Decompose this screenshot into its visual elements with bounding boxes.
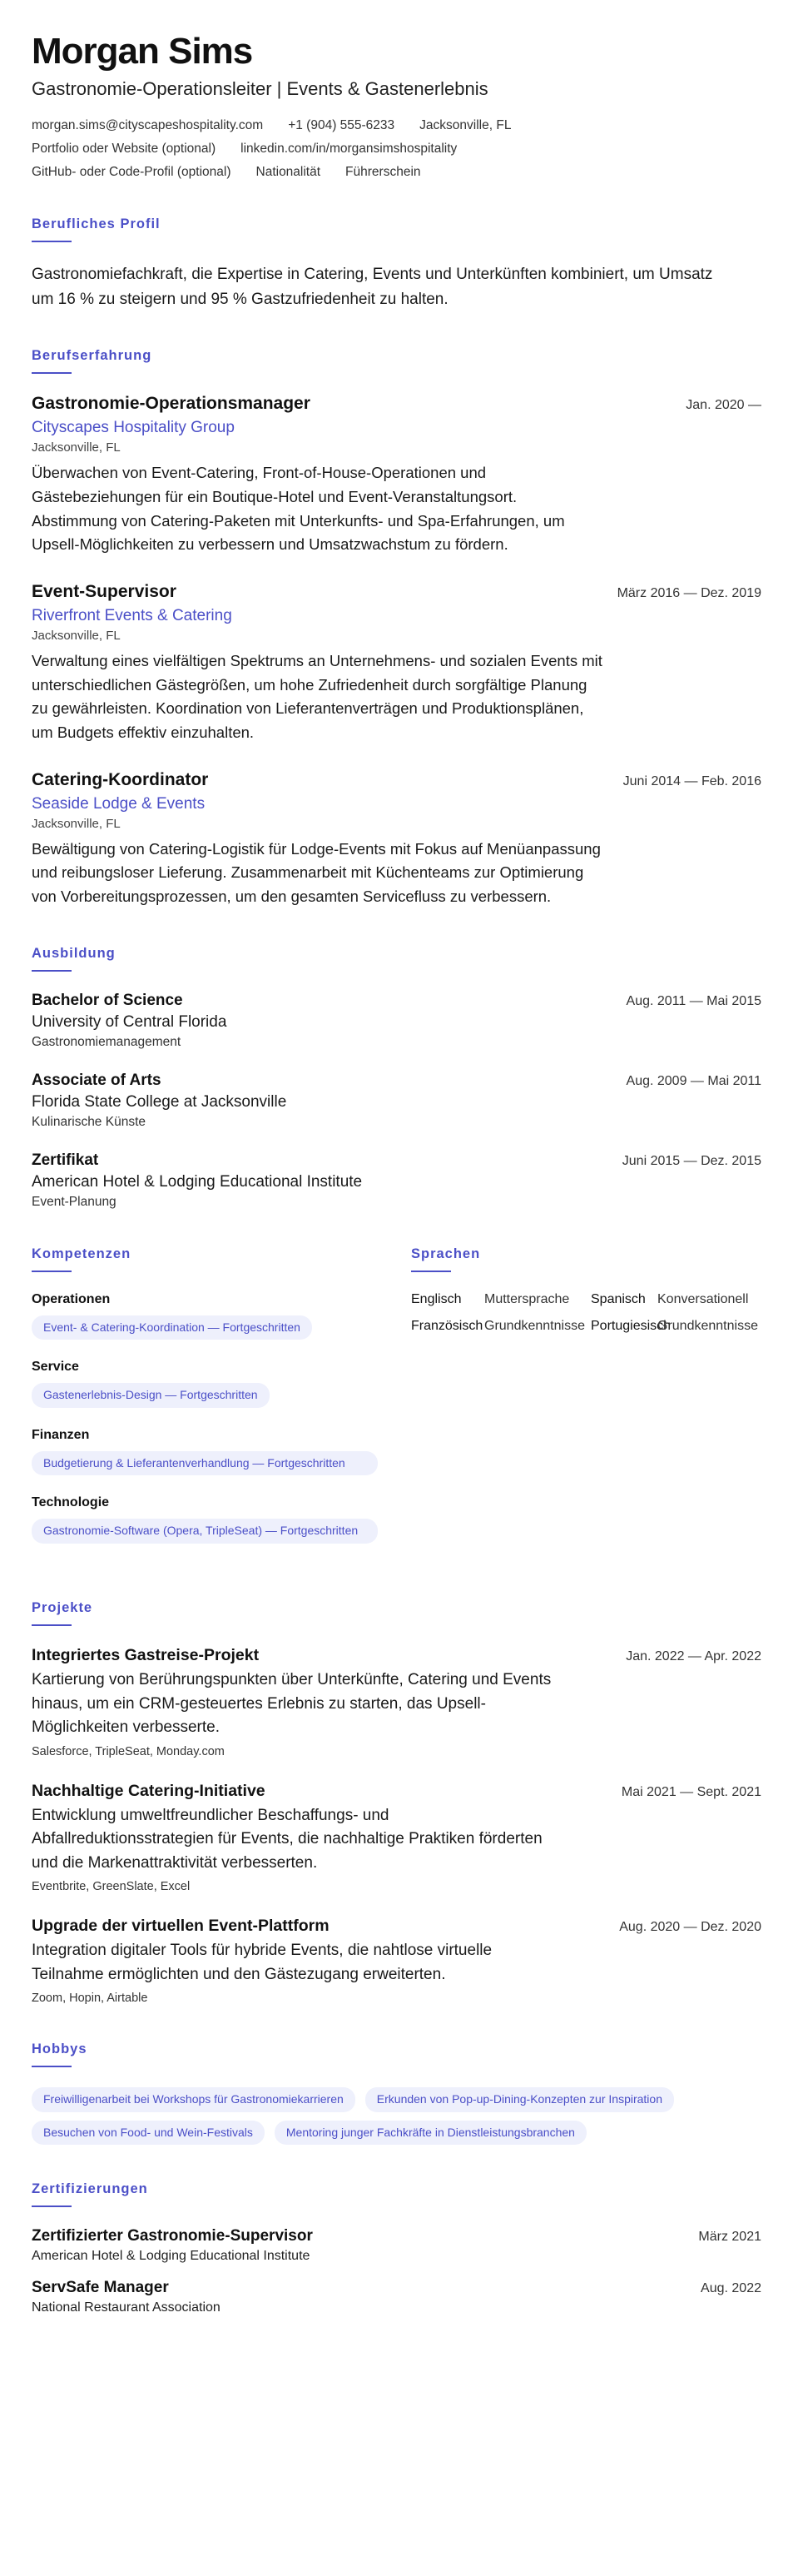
study-field: Gastronomiemanagement xyxy=(32,1034,181,1049)
language-name: Englisch xyxy=(411,1291,462,1306)
hobby-pill: Freiwilligenarbeit bei Workshops für Gastronomiekarrieren xyxy=(32,2087,355,2112)
hobby-pill: Besuchen von Food- und Wein-Festivals xyxy=(32,2121,265,2146)
project-title: Integriertes Gastreise-Projekt xyxy=(32,1646,260,1665)
certification-issuer: National Restaurant Association xyxy=(32,2300,221,2315)
section-title: Zertifizierungen xyxy=(32,2181,148,2197)
skill-pill: Budgetierung & Lieferantenverhandlung — Fortgeschritten xyxy=(32,1451,378,1476)
resume-header xyxy=(32,32,761,180)
job-title: Event-Supervisor xyxy=(32,581,176,601)
hobby-list xyxy=(32,2087,761,2145)
school-name: American Hotel & Lodging Educational Institute xyxy=(32,1172,363,1191)
experience-entry xyxy=(32,582,761,745)
section-title: Sprachen xyxy=(411,1246,481,1261)
contact-github[interactable]: GitHub- oder Code-Profil (optional) xyxy=(32,165,231,180)
section-divider xyxy=(32,970,72,972)
company-name: Riverfront Events & Catering xyxy=(32,606,232,624)
job-date: Juni 2014 — Feb. 2016 xyxy=(622,773,761,788)
job-date: März 2016 — Dez. 2019 xyxy=(617,585,761,600)
project-title: Nachhaltige Catering-Initiative xyxy=(32,1781,265,1800)
skill-category: Technologie xyxy=(32,1495,110,1510)
project-date: Aug. 2020 — Dez. 2020 xyxy=(619,1920,761,1935)
section-divider xyxy=(32,2066,72,2067)
section-divider xyxy=(32,2206,72,2207)
section-title: Projekte xyxy=(32,1600,93,1616)
section-divider xyxy=(32,241,72,242)
skill-pill: Gastronomie-Software (Opera, TripleSeat) — Fortgeschritten xyxy=(32,1519,378,1544)
contact-license: Führerschein xyxy=(345,165,421,180)
project-entry xyxy=(32,1646,761,1758)
language-name: Spanisch xyxy=(591,1291,646,1306)
job-description: Überwachen von Event-Catering, Front-of-House-Operationen und Gästebeziehungen für ein Boutique-Hotel und Event-Veranstaltungsort. Abstimmung von Catering-Paketen mit Unterkunfts- und Spa-Erfahrungen, um Upsell-Möglichkeiten zu verbessern und Umsatzwachstum zu fördern. xyxy=(32,464,565,554)
project-date: Mai 2021 — Sept. 2021 xyxy=(621,1784,761,1799)
project-entry xyxy=(32,1782,761,1894)
certification-title: ServSafe Manager xyxy=(32,2279,169,2297)
language-name: Französisch xyxy=(411,1318,483,1333)
experience-section xyxy=(32,348,761,908)
job-location: Jacksonville, FL xyxy=(32,440,121,455)
section-title: Ausbildung xyxy=(32,945,116,961)
contact-row xyxy=(32,165,631,180)
project-entry xyxy=(32,1917,761,2005)
languages-section xyxy=(411,1246,761,1564)
certifications-section xyxy=(32,2181,761,2315)
degree-title: Zertifikat xyxy=(32,1151,99,1169)
study-field: Kulinarische Künste xyxy=(32,1114,146,1129)
skill-pill: Event- & Catering-Koordination — Fortgeschritten xyxy=(32,1315,312,1340)
skill-category: Service xyxy=(32,1360,79,1375)
hobby-pill: Erkunden von Pop-up-Dining-Konzepten zur Inspiration xyxy=(365,2087,674,2112)
profile-summary: Gastronomiefachkraft, die Expertise in Catering, Events und Unterkünften kombiniert, um Umsatz um 16 % zu steigern und 95 % Gastzufriedenheit zu halten. xyxy=(32,266,713,308)
section-divider xyxy=(32,1624,72,1626)
skill-category: Operationen xyxy=(32,1291,111,1306)
skills-section xyxy=(32,1246,378,1564)
language-level: Grundkenntnisse xyxy=(657,1318,758,1333)
language-level: Konversationell xyxy=(657,1291,749,1306)
section-divider xyxy=(411,1271,451,1272)
language-name: Portugiesisch xyxy=(591,1318,672,1333)
section-title: Kompetenzen xyxy=(32,1246,131,1261)
degree-title: Bachelor of Science xyxy=(32,991,183,1009)
language-row xyxy=(411,1292,761,1307)
education-date: Juni 2015 — Dez. 2015 xyxy=(622,1153,761,1168)
skill-pill: Gastenerlebnis-Design — Fortgeschritten xyxy=(32,1383,270,1408)
language-level: Muttersprache xyxy=(484,1291,570,1306)
hobby-pill: Mentoring junger Fachkräfte in Dienstleistungsbranchen xyxy=(275,2121,587,2146)
job-description: Verwaltung eines vielfältigen Spektrums an Unternehmens- und sozialen Events mit unterschiedlichen Gästegrößen, um hohe Zufriedenheit durch sorgfältige Planung zu gewährleisten. Koordination von Lieferantenverträgen und Produktionsplänen, um Budgets effektiv einzuhalten. xyxy=(32,651,602,741)
job-location: Jacksonville, FL xyxy=(32,816,121,831)
skill-group xyxy=(32,1360,378,1408)
contact-portfolio[interactable]: Portfolio oder Website (optional) xyxy=(32,142,216,157)
section-divider xyxy=(32,372,72,374)
project-tools: Zoom, Hopin, Airtable xyxy=(32,1992,148,2006)
project-description: Entwicklung umweltfreundlicher Beschaffungs- und Abfallreduktionsstrategien für Events, die nachhaltige Praktiken förderten und die Markenattraktivität verbesserten. xyxy=(32,1806,543,1872)
company-name: Seaside Lodge & Events xyxy=(32,794,206,813)
skill-group xyxy=(32,1428,378,1476)
section-title: Berufserfahrung xyxy=(32,348,152,364)
project-description: Kartierung von Berührungspunkten über Unterkünfte, Catering und Events hinaus, um ein CRM-gesteuertes Erlebnis zu starten, das Upsell-Möglichkeiten verbesserte. xyxy=(32,1671,552,1737)
job-title: Gastronomie-Operationsmanager xyxy=(32,394,310,414)
certification-date: Aug. 2022 xyxy=(701,2281,761,2296)
experience-entry xyxy=(32,770,761,909)
contact-nationality: Nationalität xyxy=(255,165,321,180)
certification-title: Zertifizierter Gastronomie-Supervisor xyxy=(32,2227,313,2245)
contact-location: Jacksonville, FL xyxy=(419,118,512,133)
section-divider xyxy=(32,1271,72,1272)
language-level: Grundkenntnisse xyxy=(484,1318,585,1333)
section-title: Berufliches Profil xyxy=(32,216,161,232)
contact-email[interactable]: morgan.sims@cityscapeshospitality.com xyxy=(32,118,264,133)
company-name: Cityscapes Hospitality Group xyxy=(32,419,235,437)
education-date: Aug. 2009 — Mai 2011 xyxy=(626,1073,761,1088)
skill-group xyxy=(32,1495,378,1544)
skill-category: Finanzen xyxy=(32,1427,90,1442)
profile-section xyxy=(32,216,761,311)
job-date: Jan. 2020 — xyxy=(686,398,761,413)
language-row xyxy=(411,1319,761,1334)
project-description: Integration digitaler Tools für hybride Events, die nahtlose virtuelle Teilnahme ermöglichten und den Gästezugang erweiterten. xyxy=(32,1942,493,1983)
contact-phone[interactable]: +1 (904) 555-6233 xyxy=(288,118,395,133)
job-location: Jacksonville, FL xyxy=(32,628,121,643)
contact-row xyxy=(32,118,631,133)
school-name: Florida State College at Jacksonville xyxy=(32,1092,287,1111)
candidate-name: Morgan Sims xyxy=(32,31,253,72)
job-title: Catering-Koordinator xyxy=(32,769,209,789)
skills-languages-row xyxy=(32,1246,761,1564)
certification-entry xyxy=(32,2279,761,2315)
project-tools: Salesforce, TripleSeat, Monday.com xyxy=(32,1744,225,1758)
education-entry xyxy=(32,992,761,1050)
study-field: Event-Planung xyxy=(32,1194,116,1209)
skill-group xyxy=(32,1292,378,1340)
project-title: Upgrade der virtuellen Event-Plattform xyxy=(32,1917,330,1936)
certification-entry xyxy=(32,2227,761,2264)
hobbies-section xyxy=(32,2041,761,2145)
education-entry xyxy=(32,1151,761,1210)
experience-entry xyxy=(32,394,761,557)
project-tools: Eventbrite, GreenSlate, Excel xyxy=(32,1880,191,1894)
school-name: University of Central Florida xyxy=(32,1012,227,1031)
certification-date: März 2021 xyxy=(698,2230,761,2245)
projects-section xyxy=(32,1600,761,2005)
project-date: Jan. 2022 — Apr. 2022 xyxy=(626,1649,761,1664)
section-title: Hobbys xyxy=(32,2041,87,2057)
certification-issuer: American Hotel & Lodging Educational Institute xyxy=(32,2249,310,2264)
candidate-headline: Gastronomie-Operationsleiter | Events & Gastenerlebnis xyxy=(32,78,488,100)
contact-linkedin[interactable]: linkedin.com/in/morgansimshospitality xyxy=(240,142,458,157)
education-date: Aug. 2011 — Mai 2015 xyxy=(626,993,761,1008)
job-description: Bewältigung von Catering-Logistik für Lodge-Events mit Fokus auf Menüanpassung und reibungsloser Lieferung. Zusammenarbeit mit Küchenteams zur Optimierung von Vorbereitungsprozessen, um den gesamten Servicefluss zu verbessern. xyxy=(32,839,601,905)
education-entry xyxy=(32,1072,761,1130)
degree-title: Associate of Arts xyxy=(32,1071,161,1089)
education-section xyxy=(32,946,761,1210)
contact-row xyxy=(32,142,631,157)
